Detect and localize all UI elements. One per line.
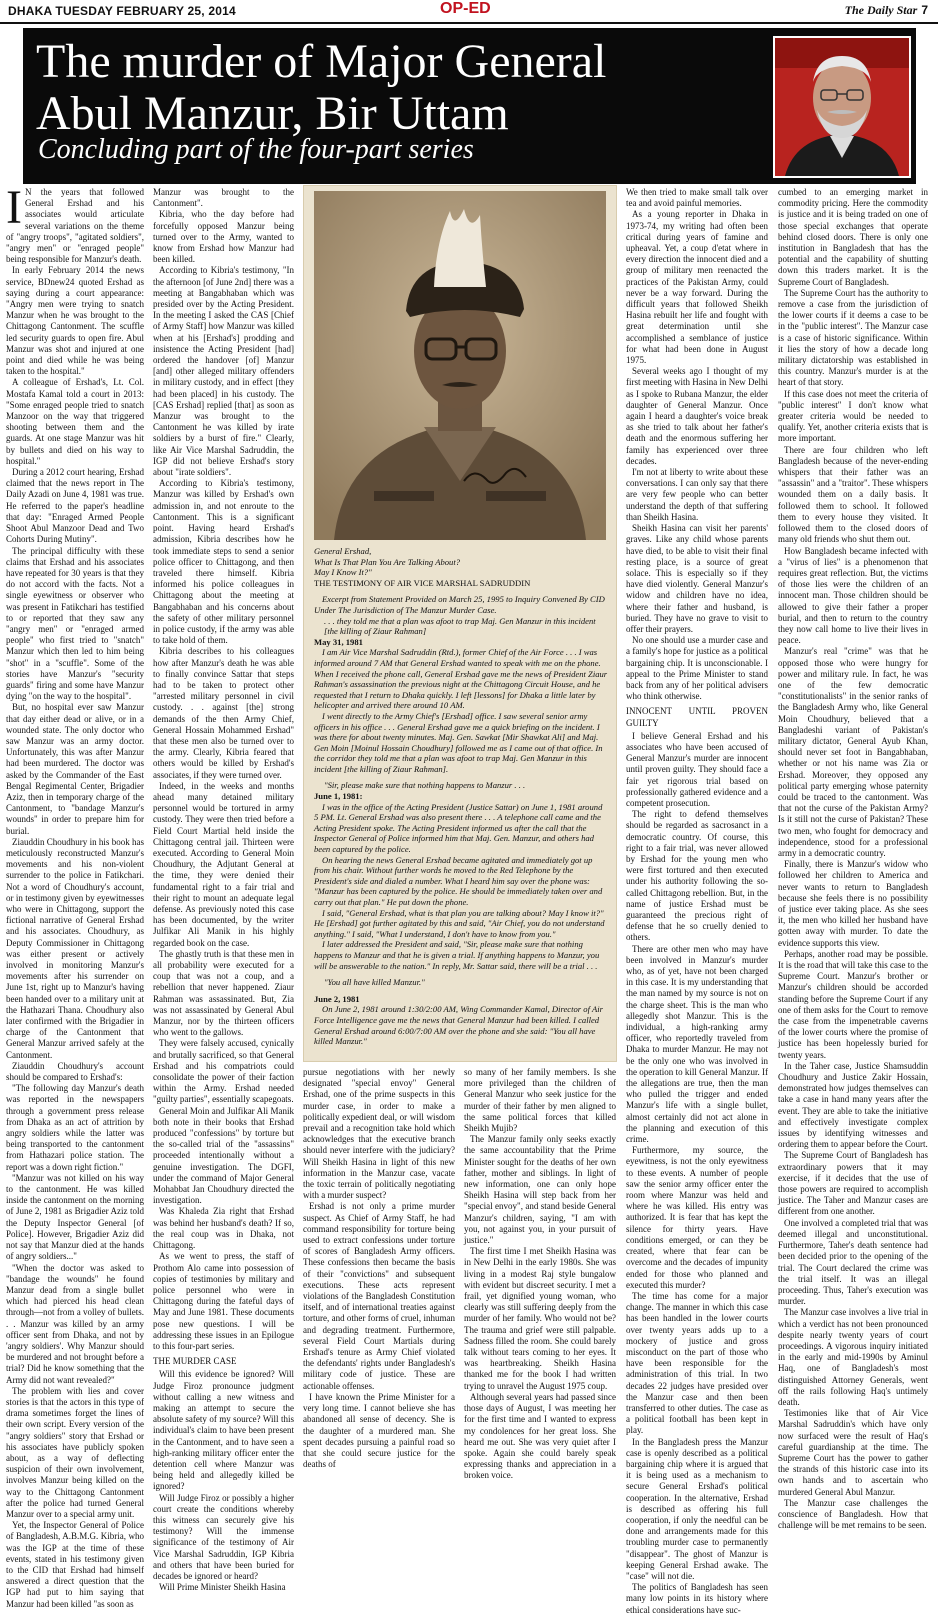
- body-paragraph: pursue negotiations with her newly designated "special envoy" General Ershad, one of the prime suspects in this murder case, in order to make a politically expedient deal, or will wisdom prevail and a recognition take hold which acknowledges that the executive branch should never interfere with the judiciary? Will Sheikh Hasina in light of this new information in the Manzur case, vacate the toxic terrain of politically negotiating with a murder suspect?: [303, 1067, 455, 1201]
- body-paragraph: In the Taher case, Justice Shamsuddin Choudhury and Justice Zakir Hossain, demonstrated how judges themselves can take a case in hand many years after the event. They are able to take the initiative and effectively investigate complex issues by identifying witnesses and ordering them to appear before the Court.: [778, 1060, 928, 1150]
- body-column-2: [153, 187, 294, 1593]
- testimony-paragraph: I said, "General Ershad, what is that plan you are talking about? May I know it?" He [Ershad] got further agitated by this and said, "Air Chief, you do not understand anything." I said, "What I understand, I don't have to know from you.": [314, 907, 605, 939]
- body-paragraph: The right to defend themselves should be regarded as sacrosanct in a democratic country. Of course, this right to a fair trial, was never allowed by Ershad for the young men who were first tortured and then executed under his authority following the so-called Chittagong rebellion. But, in the name of justice Ershad must be guaranteed the precious right of defense that he so cruelly denied to others.: [626, 809, 768, 943]
- headline-line-1: The murder of Major General: [36, 35, 607, 88]
- body-paragraph: General Moin and Julfikar Ali Manik both note in their books that Ershad produced "confessions" by torture but the so-called trial of the "assassins" proceeded intentionally without a genuine investigation. The DGFI, under the command of Major General Mohabbat Jan Choudhury directed the investigation.: [153, 1105, 294, 1206]
- excerpt-intro: Excerpt from Statement Provided on March 25, 1995 to Inquiry Convened By CID Under The Jurisdiction of The Manzur Murder Case.: [314, 594, 605, 615]
- testimony-date: June 2, 1981: [314, 993, 360, 1004]
- page-number: 7: [921, 3, 928, 17]
- body-paragraph: Will Judge Firoz or possibly a higher court create the conditions whereby this witness can securely give his testimony? Will the immense significance of the testimony of Air Vice Marshal Sadruddin, IGP Kibria and others that have been buried for decades be ignored or heard?: [153, 1492, 294, 1581]
- body-paragraph: Perhaps, another road may be possible. It is the road that will take this case to the Supreme Court. Manzur's brother or Manzur's children should be accorded standing before the Supreme Court if any one of them asks for the Court to remove the case from the impenetrable caverns of the lower courts where the promise of justice has been hopelessly buried for twenty years.: [778, 948, 928, 1060]
- body-paragraph: A colleague of Ershad's, Lt. Col. Mostafa Kamal told a court in 2013: "Some enraged people tried to snatch Manzoor on the way that triggered shooting between them and the guards. At one stage Manzur was hit by bullets and died on his way to hospital.": [6, 377, 144, 466]
- headline: [36, 36, 736, 140]
- body-paragraph: The first time I met Sheikh Hasina was in New Delhi in the early 1980s. She was living in a modest Raj style bungalow with evident but discreet security. I met a frail, yet dignified young woman, who clearly was still suffering deeply from the murder of her family. Who would not be? The trauma and grief were still palpable. Sadness filled the room. She could barely talk without tears coming to her eyes. It was heartbreaking. Sheikh Hasina thanked me for the book I had written trying to unravel the August 1975 coup.: [464, 1246, 616, 1391]
- drop-cap: I: [6, 181, 22, 234]
- masthead: [0, 0, 938, 24]
- excerpt-quote: . . . they told me that a plan was afoot to trap Maj. Gen Manzur in this incident [the killing of Ziaur Rahman]: [324, 615, 596, 637]
- body-paragraph: The problem with lies and cover stories is that the actors in this type of drama sometimes forget the lines of their own script. Every version of the "angry soldiers" story that Ershad or his associates have publicly spoken about, as a way of deflecting suspicion of their own involvement, involves Manzur being killed on the way to the Chittagong Cantonment after the police had turned General Manzur over to a special army unit.: [6, 1385, 144, 1519]
- body-paragraph: Kibria describes to his colleagues how after Manzur's death he was able to finally convince Sattar that steps had to be taken to protect other "arrested military personnel in civil custody. . . against [the] strong demands of the then Army Chief, General Hossain Mohammed Ershad" that these men also be turned over to the army. Clearly, Kibria feared that others would be killed by Ershad's associates, if they were turned over.: [153, 646, 294, 780]
- testimony-quote: "You all have killed Manzur.": [324, 977, 425, 988]
- body-paragraph: During a 2012 court hearing, Ershad claimed that the news report in The Daily Azadi on June 4, 1981 was true. He referred to the paper's headline that day: "Enraged Armed People Shoot Abul Manzoor Dead and Two Cohorts During Mutiny".: [6, 467, 144, 545]
- paper-info: [845, 3, 928, 18]
- body-paragraph: But, no hospital ever saw Manzur that day either dead or alive, or in a wounded state. The only doctor who saw Manzur was an army doctor. Unfortunately, this was after Manzur had been murdered. The doctor was asked by the Commander of the East Bengal Regimental Center, Brigadier Aziz, then in temporary charge of the Cantonment, to "bandage Manzur's wounds" in order to prepare him for burial.: [6, 702, 144, 836]
- body-paragraph: "Manzur was not killed on his way to the cantonment. He was killed inside the cantonment on the morning of June 2, 1981 as Brigadier Aziz told the Deputy Inspector General [of Police]. However, Brigadier Aziz did not say that Manzur died at the hands of angry soldiers...": [6, 1172, 144, 1262]
- body-paragraph: One involved a completed trial that was deemed illegal and unconstitutional. Furthermore, Taher's death sentence had been decided prior to the opening of the trial. The Court declared the crime was the trial itself. It was an illegal proceeding. Thus, Taher's execution was murder.: [778, 1217, 928, 1307]
- body-paragraph: I have known the Prime Minister for a very long time. I cannot believe she has abandoned all sense of decency. She is the daughter of a murdered man. She spent decades pursuing a painful road so that she could secure justice for the deaths of: [303, 1391, 455, 1470]
- body-paragraph: As we went to press, the staff of Prothom Alo came into possession of copies of testimonies by military and police personnel who were in Chittagong during the fateful days of May and June 1981. These documents pose new questions. I will be addressing these issues in an Epilogue to this four-part series.: [153, 1251, 294, 1351]
- body-paragraph: The Supreme Court of Bangladesh has extraordinary powers that it may exercise, if it decides that the use of those powers are required to accomplish justice. The Taher and Manzur cases are different from one another.: [778, 1150, 928, 1217]
- caption-line: General Ershad,: [314, 546, 372, 556]
- body-paragraph: so many of her family members. Is she more privileged than the children of General Manzur who seek justice for the murder of their father by men aligned to the same political forces that killed Sheikh Mujib?: [464, 1067, 616, 1134]
- subheading: THE MURDER CASE: [153, 1356, 237, 1367]
- body-paragraph: Manzur's real "crime" was that he opposed those who were hungry for power and military rule. In fact, he was one of the few democratic "constitutionalists" in the senior ranks of the Bangladesh Army who, like General Moin Choudhury, believed that a Bangladeshi variant of Pakistan's military dictator, General Ayub Khan, should never set foot in Bangabhaban, whether or not his name was Zia or Ershad. Moreover, they opposed any political party emerging whose paternity could be traced to the cantonment. Was that not the curse of the Pakistan Army? Is it still not the curse of Pakistan? These two men, who fought for democracy and independence, stood for a professional army in a democratic country.: [778, 646, 928, 858]
- caption-line: May I Know It?": [314, 567, 372, 578]
- body-paragraph: Ziauddin Choudhury in his book has meticulously reconstructed Manzur's movements and his non-violent surrender to the police in Fatikchari. Not a word of Choudhury's account, or in testimony given by eyewitnesses who were in Chittagong, support the fictional narrative of General Ershad and his associates. Choudhury, as Deputy Commissioner in Chittagong was either present or actively involved in monitoring Manzur's movements after his surrender on June 1st, right up to Manzur's having been handed over to a military unit at the Hathazari Thana. Choudhury also later confirmed with the Brigadier in charge of the Cantonment that General Manzur arrived safely at the Cantonment.: [6, 836, 144, 1060]
- body-paragraph: Will Prime Minister Sheikh Hasina: [159, 1582, 286, 1593]
- dateline: DHAKA TUESDAY FEBRUARY 25, 2014: [8, 4, 236, 18]
- paper-name: The Daily Star: [844, 3, 918, 17]
- headline-line-2: Abul Manzur, Bir Uttam: [36, 87, 509, 140]
- subheading: INNOCENT UNTIL PROVEN GUILTY: [626, 706, 768, 728]
- body-paragraph: They were falsely accused, cynically and brutally sacrificed, so that General Ershad and his compatriots could consolidate the power of their faction within the Army. Ershad needed "guilty parties", essentially scapegoats.: [153, 1038, 294, 1105]
- body-column-4: [464, 1067, 616, 1495]
- body-paragraph: The principal difficulty with these claims that Ershad and his associates have repeated for 30 years is that they do not accord with the facts. Not a single eyewitness or observer who was present in Fatikchari has testified to or reported that they saw any "angry men" or "enraged armed people" who first tried to "snatch" Manzur which then led to him being "shot" in a "scuffle". Some of the stories have Manzur's "security guards" firing and some have Manzur dying "on the way to the hospital".: [6, 545, 144, 702]
- body-paragraph: Testimonies like that of Air Vice Marshal Sadruddin's which have only now surfaced were the result of Haq's careful guardianship at the time. The Supreme Court has the power to gather the strands of this historic case into its own hands and to ascertain who murdered General Abul Manzur.: [778, 1408, 928, 1497]
- body-paragraph: Sheikh Hasina can visit her parents' graves. Like any child whose parents have died, to be able to visit their final resting place, is a source of great solace. This is especially so if they have died violently. General Manzur's widow and children have no idea, where their father and husband, is buried. They have no grave to visit to offer their prayers.: [626, 523, 768, 634]
- body-paragraph: We then tried to make small talk over tea and avoid painful memories.: [626, 187, 768, 209]
- testimony-quote: "Sir, please make sure that nothing happens to Manzur . . .: [324, 780, 526, 791]
- body-column-6: [778, 187, 928, 1531]
- body-paragraph: Furthermore, my source, the eyewitness, is not the only eyewitness to these events. A number of people saw the senior army officer enter the room where Manzur was held and where he was killed. His entry was authorized. It is fear that has kept the silence for thirty years. Have conditions emerged, or can they be created, where that fear can be overcome and the decades of impunity ended for those who planned and executed this murder?: [626, 1145, 768, 1290]
- body-paragraph: The Manzur case involves a live trial in which a verdict has not been pronounced despite nearly twenty years of court proceedings. A vigorous inquiry initiated in the early and mid-1990s by Aminul Haq, one of Bangladesh's most distinguished Attorney Generals, went off the rails following Haq's untimely death.: [778, 1307, 928, 1407]
- body-paragraph: Although several years had passed since those days of August, I was meeting her for the first time and I wanted to express my condolences for her great loss. She heard me out. She was very quiet after I spoke. Again she could barely speak expressing thanks and appreciation in a broken voice.: [464, 1391, 616, 1481]
- body-paragraph: Indeed, in the weeks and months ahead many detained military personnel would be tortured in army custody. They were then tried before a Field Court Martial held inside the Chittagong central jail. Thirteen were executed. According to General Moin Choudhury, the Adjutant General at the time, they were denied their fundamental right to a fair trial and their right to mount an adequate legal defense. As previously noted this case has been documented, by the writer Julfikar Ali Manik in his highly regarded book on the case.: [153, 780, 294, 948]
- body-column-5: [626, 187, 768, 1615]
- testimony-paragraph: I was in the office of the Acting President (Justice Sattar) on June 1, 1981 around 5 PM. Lt. General Ershad was also present there . . . A telephone call came and the Acting President spoke. The Acting President informed us after the call that the Inspector General of Police informed him that Maj. Gen. Manzur, and others had been captured by the police.: [314, 801, 603, 855]
- body-paragraph: If this case does not meet the criteria of "public interest" I don't know what greater criteria would be needed to qualify. Yet, another criteria exists that is more important.: [778, 388, 928, 444]
- body-paragraph: The Supreme Court has the authority to remove a case from the jurisdiction of the lower courts if it deems a case to be in the "public interest". The Manzur case is a case of historic significance. Within it lies the story of how a decade long military dictatorship was established in this country. Manzur's murder is at the heart of that story.: [778, 287, 928, 388]
- body-paragraph: The Manzur family only seeks exactly the same accountability that the Prime Minister sought for the deaths of her own father, mother and siblings. In light of new information, one can only hope Sheikh Hasina will step back from her "special envoy", and stand beside General Manzur's children, saying, "I am with you, not against you, in your pursuit of justice.": [464, 1134, 616, 1246]
- body-paragraph: There are four children who left Bangladesh because of the never-ending whispers that their father was an "assassin" and a "traitor". These whispers wounded them on a daily basis. It followed them to school. It followed them to every house they visited. It followed them to the closed doors of many old friends who shut them out.: [778, 444, 928, 545]
- testimony-paragraph: On hearing the news General Ershad became agitated and immediately got up from his chair. Without further words he moved to the Red Telephone by the President's side and dialed a number. What I heard him say over the phone was: "Manzur has been captured by the police. He should be immediately taken over and carry out that plan." He put down the phone.: [314, 854, 603, 907]
- body-paragraph: I'm not at liberty to write about these conversations. I can only say that there are very few people who can better understand the depth of that suffering than Sheikh Hasina.: [626, 467, 768, 522]
- body-paragraph: According to Kibria's testimony, "In the afternoon [of June 2nd] there was a meeting at Bangabhaban which was presided over by the Acting President. In the meeting I asked the CAS [Chief of Army Staff] how Manzur was killed when at his [Ershad's] prodding and insistence the Acting President [had] ordered the handover [of] Manzur [and] other alleged military offenders in military custody, and in effect [they had been placed] in his custody. The [CAS Ershad] replied [that] as soon as Manzur was brought to the Cantonment he was killed by irate soldiers by a burst of fire." Clearly, like Air Vice Marshal Sadruddin, the IGP did not believe Ershad's story about "irate soldiers".: [153, 265, 294, 478]
- body-paragraph: I believe General Ershad and his associates who have been accused of General Manzur's murder are innocent until proven guilty. They should face a fair yet rigorous trial based on professionally gathered evidence and a competent prosecution.: [626, 730, 768, 808]
- body-paragraph: The ghastly truth is that these men in all probability were executed for a coup that was not a coup, and a rebellion that never happened. Ziaur Rahman was assassinated. But, Zia was not assassinated by General Abul Manzur, nor by the thirteen officers who went to the gallows.: [153, 948, 294, 1038]
- body-paragraph: "When the doctor was asked to "bandage the wounds" he found Manzur dead from a single bullet which had pierced his head clean through—not from a volley of bullets. . . Manzur was killed by an army officer sent from Dhaka, and not by 'angry soldiers'. Why Manzur should be murdered and not brought before a trial? Did he know something that the Army did not want revealed?": [6, 1262, 144, 1385]
- body-paragraph: Finally, there is Manzur's widow who followed her children to America and never wants to return to Bangladesh because she feels there is no possibility of justice ever taking place. As she sees it, the men who killed her husband have gotten away with murder. To date the evidence supports this view.: [778, 859, 928, 948]
- body-paragraph: In early February 2014 the news service, BDnew24 quoted Ershad as saying during a court appearance: "Angry men were trying to snatch Manzur when he was brought to the Chittagong Cantonment. The scuffle led security guards to open fire. Abul Manzur was shot and injured at one point and died while he was being taken to the hospital.": [6, 265, 144, 377]
- section-label: OP-ED: [440, 0, 491, 17]
- general-manzur-photo: [314, 191, 606, 540]
- body-column-3: [303, 1067, 455, 1495]
- testimony-date: June 1, 1981:: [314, 791, 363, 802]
- testimony-date: May 31, 1981: [314, 636, 363, 647]
- body-paragraph: cumbed to an emerging market in commodity pricing. Here the commodity is justice and it is being traded on one of those special exchanges that operate behind closed doors. There is only one institution in Bangladesh that has the potential and the capability of shutting down this traders market. It is the Supreme Court of Bangladesh.: [778, 187, 928, 287]
- body-paragraph: Was Khaleda Zia right that Ershad was behind her husband's death? If so, the real coup was in Dhaka, not Chittagong.: [153, 1206, 294, 1251]
- body-paragraph: According to Kibria's testimony, Manzur was killed by Ershad's own admission in, and not enroute to the Cantonment. This is a significant point. Having heard Ershad's admission, Kibria describes how he took immediate steps to send a senior police officer to Chittagong, and then traveled there himself. Kibria informed his police colleagues in Chittagong about the meeting at Bangabhaban and his concerns about the safety of other military personnel in police custody, if the army was able to take hold of them.: [153, 478, 294, 646]
- body-paragraph: Kibria, who the day before had forcefully opposed Manzur being turned over to the Army, wanted to know from Ershad how Manzur had been killed.: [153, 209, 294, 265]
- testimony-paragraph: On June 2, 1981 around 1:30/2:00 AM, Wing Commander Kamal, Director of Air Force Intelligence gave me the news that General Manzur had been killed. I called General Ershad around 6:00/7:00 AM over the phone and she said: "You all have killed Manzur.": [314, 1004, 603, 1047]
- body-paragraph: The time has come for a major change. The manner in which this case has been handled in the lower courts over twenty years adds up to a mockery of justice and gross misconduct on the part of those who have been responsible for the administration of this trial. In two decades 22 judges have presided over the Manzur case and then been transferred to other duties. The case as a political football has been kept in play.: [626, 1290, 768, 1436]
- body-paragraph: Several weeks ago I thought of my first meeting with Hasina in New Delhi as I spoke to Rubana Manzur, the elder daughter of General Manzur. Once again I heard a daughter's voice break as she tried to talk about her father's death and the enormous suffering her family has experienced over three decades.: [626, 366, 768, 466]
- testimony-paragraph: I am Air Vice Marshal Sadruddin (Rtd.), former Chief of the Air Force . . . I was informed around 7 AM that General Ershad wanted to speak with me on the phone. When I received the phone call, General Ershad gave me the news of President Ziaur Rahman's assassination the previous night at the Chittagong Circuit House, and he requested that I return to Dhaka quickly. I left [lessons] for Dhaka a little later by helicopter and arrived there around 10 AM.: [314, 647, 608, 711]
- body-paragraph: Ershad is not only a prime murder suspect. As Chief of Army Staff, he had command responsibility for torture being used to extract confessions under torture of scores of Bangladesh Army officers. These confessions then became the basis of their "convictions" and subsequent executions. These acts represent violations of the Bangladesh Constitution itself, and of international treaties against torture, and other forms of cruel, inhuman and degrading treatment. Furthermore, several Field Court Martials during Ershad's tenure as Army Chief violated the defendants' rights under Bangladesh's military code of justice. These are actionable offenses.: [303, 1201, 455, 1391]
- body-paragraph: I N the years that followed General Ershad and his associates would articulate several variations on the theme of "angry troops", "agitated soldiers", "angry men" or "enraged people" being responsible for Manzur's death.: [6, 181, 144, 265]
- body-column-1: [6, 181, 144, 1609]
- testimony-paragraph: I went directly to the Army Chief's [Ershad] office. I saw several senior army officers in his office . . . General Ershad gave me a quick briefing on the incident. I was there for about twenty minutes. Maj. Gen. Sawkat [Mir Shawkat Ali] and Maj. Gen Moin [Moinul Hossain Choudhury] followed me as I came out of that office. In the corridor they told me that a plan was afoot to trap Maj. Gen Manzur in this incident [the killing of Ziaur Rahman].: [314, 710, 603, 774]
- body-paragraph: The Manzur case challenges the conscience of Bangladesh. How that challenge will be met remains to be seen.: [778, 1497, 928, 1531]
- caption-line: What Is That Plan You Are Talking About?: [314, 556, 461, 567]
- body-paragraph: As a young reporter in Dhaka in 1973-74, my writing had often been critical during years of famine and upheaval. Yet, a coup d'etat where in every direction the innocent died and a group of military men reenacted the practices of the Pakistan Army, could never be a way forward. During the difficult years that followed Sheikh Hasina rebuilt her life and fought with great determination until she accomplished a semblance of justice for what had been done in August 1975.: [626, 209, 768, 366]
- feature-text: [314, 546, 608, 1047]
- deck: Concluding part of the four-part series: [38, 134, 474, 165]
- portrait-photo-image: [314, 191, 606, 540]
- author-portrait-image: [775, 38, 909, 176]
- body-paragraph: Ziauddin Choudhury's account should be compared to Ershad's:: [6, 1060, 144, 1083]
- author-portrait: [773, 36, 911, 178]
- testimony-paragraph: I later addressed the President and said, "Sir, please make sure that nothing happens to Manzur and that he is given a trial. If anything happens to Manzur, you will be answerable to the nation." In reply, Mr. Sattar said, there will be a trial . . .: [314, 939, 600, 971]
- body-paragraph: No one should use a murder case and a family's hope for justice as a political bargaining chip. It is unconscionable. I appeal to the Prime Minister to stand back from any of her political advisers who think otherwise.: [626, 635, 768, 702]
- body-paragraph: "The following day Manzur's death was reported in the newspapers through a government press release from Dhaka as an act of attrition by angry soldiers while the latter was being transported to the cantonment from Hathazari police station. The report was a down right fiction.": [6, 1083, 144, 1172]
- feature-title: THE TESTIMONY OF AIR VICE MARSHAL SADRUDDIN: [314, 577, 531, 588]
- body-paragraph: The politics of Bangladesh has seen many low points in its history where ethical considerations have suc-: [626, 1582, 768, 1615]
- body-paragraph: How Bangladesh became infected with a "virus of lies" is a phenomenon that requires great reflection. But, the victims of those lies were the children of an innocent man. Those children should be allowed to give their father a proper burial, and then to return to the country they now call home to live their lives in peace.: [778, 545, 928, 646]
- body-paragraph: In the Bangladesh press the Manzur case is openly described as a political bargaining chip where it is argued that it is being used as a mechanism to secure General Ershad's political cooperation. In the alternative, Ershad is described as offering his full cooperation, if only the needful can be done and arrangements made for this troubling murder case to permanently "disappear". The ghost of Manzur is keeping General Ershad awake. The "case" will not die.: [626, 1436, 768, 1581]
- body-paragraph: Will this evidence be ignored? Will Judge Firoz pronounce judgment without calling a new witness and making an attempt to secure the absolute safety of my source? Will this individual's claim to have been present in the Cantonment, and to have seen a high-ranking military officer enter the detention cell where Manzur was being held and allegedly killed be ignored?: [153, 1369, 294, 1492]
- body-paragraph: Manzur was brought to the Cantonment".: [153, 187, 294, 209]
- body-paragraph: Yet, the Inspector General of Police of Bangladesh, A.B.M.G. Kibria, who was the IGP at the time of these events, stated in his testimony given to the CID that Ershad had himself answered a direct question that the IGP had put to him saying that Manzur had been killed "as soon as: [6, 1520, 144, 1609]
- body-paragraph: There are other men who may have been involved in Manzur's murder who, as of yet, have not been charged in this case. It is my understanding that the man named by my source is not on the charge sheet. This is the man who allegedly shot Manzur. This is the individual, a high-ranking army officer, who reportedly traveled from Dhaka to murder Manzur. He may not be the only one who was involved in the operation to kill General Manzur. If the allegations are true, then the man who pulled the trigger and ended Manzur's life with a single bullet, almost certainly did not act alone in the planning and execution of this crime.: [626, 943, 768, 1145]
